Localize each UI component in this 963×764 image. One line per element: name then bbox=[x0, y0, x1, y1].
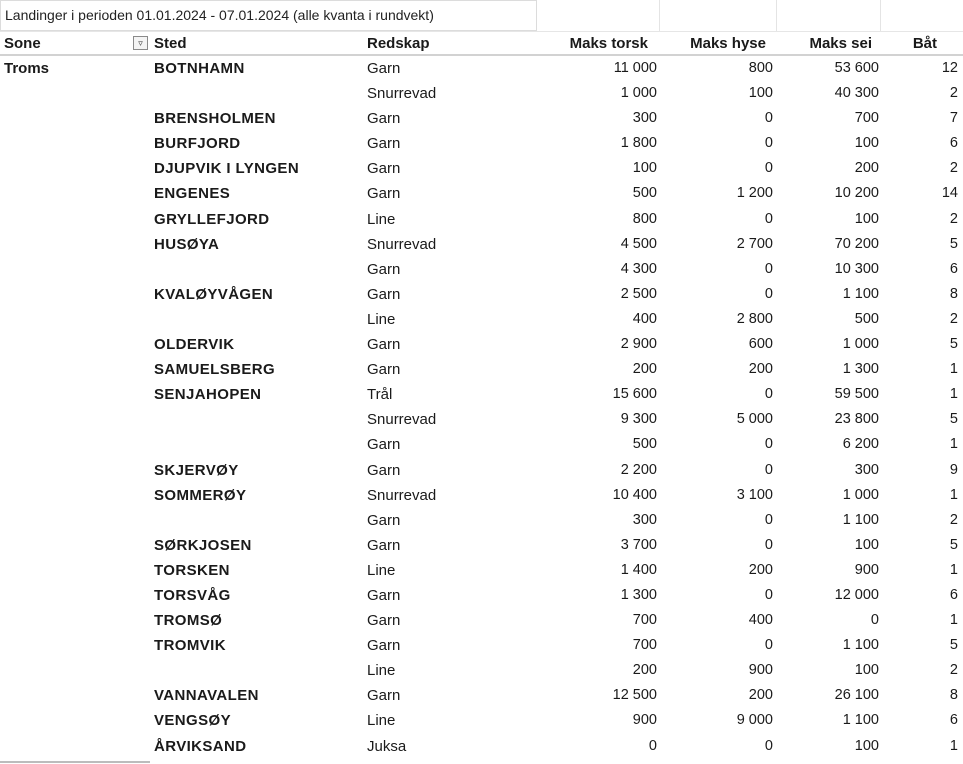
table-row[interactable] bbox=[0, 81, 963, 106]
cell-maks-sei[interactable]: 10 200 bbox=[834, 185, 879, 202]
empty-cell[interactable] bbox=[777, 0, 881, 31]
cell-maks-hyse[interactable]: 200 bbox=[748, 361, 773, 378]
cell-maks-torsk[interactable]: 2 200 bbox=[620, 461, 657, 478]
cell-maks-torsk[interactable]: 700 bbox=[632, 637, 657, 654]
empty-cell[interactable] bbox=[881, 0, 963, 31]
cell-maks-hyse[interactable]: 0 bbox=[764, 737, 773, 754]
cell-maks-torsk[interactable]: 0 bbox=[648, 737, 657, 754]
cell-redskap[interactable]: Garn bbox=[367, 637, 401, 655]
cell-maks-sei[interactable]: 40 300 bbox=[834, 85, 879, 102]
cell-maks-hyse[interactable]: 100 bbox=[748, 85, 773, 102]
cell-maks-hyse[interactable]: 0 bbox=[764, 285, 773, 302]
table-row[interactable] bbox=[0, 558, 963, 583]
cell-maks-torsk[interactable]: 1 800 bbox=[620, 135, 657, 152]
cell-redskap[interactable]: Garn bbox=[367, 260, 401, 278]
cell-redskap[interactable]: Garn bbox=[367, 687, 401, 705]
table-row[interactable] bbox=[0, 432, 963, 457]
cell-redskap[interactable]: Garn bbox=[367, 285, 401, 303]
cell-redskap[interactable]: Juksa bbox=[367, 737, 407, 755]
cell-maks-sei[interactable]: 59 500 bbox=[834, 386, 879, 403]
cell-sted[interactable]: TORSVÅG bbox=[154, 586, 231, 604]
cell-maks-sei[interactable]: 0 bbox=[870, 612, 879, 629]
cell-maks-torsk[interactable]: 2 500 bbox=[620, 285, 657, 302]
cell-maks-hyse[interactable]: 2 800 bbox=[736, 310, 773, 327]
cell-maks-torsk[interactable]: 100 bbox=[632, 160, 657, 177]
cell-bat[interactable]: 2 bbox=[949, 85, 958, 102]
cell-sted[interactable]: TORSKEN bbox=[154, 561, 230, 579]
cell-maks-sei[interactable]: 300 bbox=[854, 461, 879, 478]
cell-maks-torsk[interactable]: 500 bbox=[632, 436, 657, 453]
table-row[interactable] bbox=[0, 583, 963, 608]
table-row[interactable] bbox=[0, 382, 963, 407]
cell-maks-torsk[interactable]: 300 bbox=[632, 110, 657, 127]
cell-bat[interactable]: 2 bbox=[949, 662, 958, 679]
cell-bat[interactable]: 1 bbox=[949, 486, 958, 503]
scrollbar-edge bbox=[0, 761, 150, 763]
table-row[interactable] bbox=[0, 232, 963, 257]
cell-maks-hyse[interactable]: 0 bbox=[764, 135, 773, 152]
cell-maks-hyse[interactable]: 0 bbox=[764, 160, 773, 177]
table-row[interactable] bbox=[0, 181, 963, 206]
cell-maks-sei[interactable]: 6 200 bbox=[842, 436, 879, 453]
column-header-sted[interactable]: Sted bbox=[154, 35, 187, 52]
cell-maks-sei[interactable]: 1 000 bbox=[842, 486, 879, 503]
table-row[interactable] bbox=[0, 533, 963, 558]
cell-maks-hyse[interactable]: 0 bbox=[764, 210, 773, 227]
cell-sted[interactable]: GRYLLEFJORD bbox=[154, 210, 270, 228]
cell-maks-sei[interactable]: 1 100 bbox=[842, 285, 879, 302]
cell-maks-hyse[interactable]: 0 bbox=[764, 536, 773, 553]
column-header-maks-sei[interactable]: Maks sei bbox=[809, 35, 872, 52]
cell-maks-torsk[interactable]: 11 000 bbox=[613, 60, 657, 76]
cell-redskap[interactable]: Snurrevad bbox=[367, 486, 437, 504]
cell-sted[interactable]: SKJERVØY bbox=[154, 461, 239, 479]
cell-maks-hyse[interactable]: 2 700 bbox=[736, 235, 773, 252]
cell-maks-torsk[interactable]: 4 300 bbox=[620, 260, 657, 277]
table-row[interactable] bbox=[0, 282, 963, 307]
cell-sted[interactable]: VENGSØY bbox=[154, 712, 231, 730]
cell-sted[interactable]: TROMSØ bbox=[154, 612, 223, 630]
cell-maks-hyse[interactable]: 0 bbox=[764, 511, 773, 528]
cell-redskap[interactable]: Garn bbox=[367, 135, 401, 153]
cell-bat[interactable]: 2 bbox=[949, 160, 958, 177]
cell-maks-hyse[interactable]: 200 bbox=[748, 687, 773, 704]
column-header-bat[interactable]: Båt bbox=[912, 35, 937, 52]
table-body bbox=[0, 56, 963, 759]
cell-maks-torsk[interactable]: 800 bbox=[632, 210, 657, 227]
cell-bat[interactable]: 1 bbox=[949, 737, 958, 754]
table-row[interactable] bbox=[0, 207, 963, 232]
cell-maks-hyse[interactable]: 9 000 bbox=[736, 712, 773, 729]
table-row[interactable] bbox=[0, 156, 963, 181]
cell-bat[interactable]: 12 bbox=[941, 60, 958, 76]
cell-redskap[interactable]: Garn bbox=[367, 60, 401, 77]
cell-bat[interactable]: 1 bbox=[949, 361, 958, 378]
table-row[interactable] bbox=[0, 257, 963, 282]
cell-redskap[interactable]: Garn bbox=[367, 336, 401, 354]
table-row[interactable] bbox=[0, 131, 963, 156]
cell-maks-sei[interactable]: 200 bbox=[854, 160, 879, 177]
cell-redskap[interactable]: Line bbox=[367, 712, 396, 730]
table-row[interactable] bbox=[0, 734, 963, 759]
cell-maks-torsk[interactable]: 3 700 bbox=[620, 536, 657, 553]
cell-redskap[interactable]: Snurrevad bbox=[367, 235, 437, 253]
cell-redskap[interactable]: Garn bbox=[367, 612, 401, 630]
cell-redskap[interactable]: Line bbox=[367, 310, 396, 328]
cell-maks-sei[interactable]: 700 bbox=[854, 110, 879, 127]
filter-icon[interactable]: ▿ bbox=[133, 36, 148, 50]
cell-maks-torsk[interactable]: 200 bbox=[632, 361, 657, 378]
cell-maks-sei[interactable]: 1 100 bbox=[842, 511, 879, 528]
cell-sted[interactable]: SOMMERØY bbox=[154, 486, 247, 504]
cell-maks-torsk[interactable]: 12 500 bbox=[612, 687, 657, 704]
cell-maks-sei[interactable]: 70 200 bbox=[834, 235, 879, 252]
cell-maks-hyse[interactable]: 200 bbox=[748, 561, 773, 578]
table-row[interactable] bbox=[0, 608, 963, 633]
cell-bat[interactable]: 5 bbox=[949, 336, 958, 353]
cell-redskap[interactable]: Garn bbox=[367, 461, 401, 479]
cell-redskap[interactable]: Garn bbox=[367, 436, 401, 454]
cell-bat[interactable]: 2 bbox=[949, 511, 958, 528]
table-row[interactable] bbox=[0, 683, 963, 708]
table-row[interactable] bbox=[0, 708, 963, 733]
cell-maks-sei[interactable]: 23 800 bbox=[834, 411, 879, 428]
cell-sted[interactable]: BOTNHAMN bbox=[154, 60, 245, 77]
cell-redskap[interactable]: Garn bbox=[367, 160, 401, 178]
cell-maks-sei[interactable]: 26 100 bbox=[834, 687, 879, 704]
cell-maks-sei[interactable]: 10 300 bbox=[834, 260, 879, 277]
cell-maks-torsk[interactable]: 15 600 bbox=[612, 386, 657, 403]
cell-maks-torsk[interactable]: 900 bbox=[632, 712, 657, 729]
cell-maks-sei[interactable]: 100 bbox=[854, 536, 879, 553]
cell-maks-hyse[interactable]: 0 bbox=[764, 110, 773, 127]
empty-cell[interactable] bbox=[660, 0, 777, 31]
empty-cell[interactable] bbox=[537, 0, 660, 31]
cell-maks-torsk[interactable]: 1 000 bbox=[620, 85, 657, 102]
title-row bbox=[0, 0, 963, 32]
cell-maks-sei[interactable]: 12 000 bbox=[834, 586, 879, 603]
cell-maks-torsk[interactable]: 9 300 bbox=[620, 411, 657, 428]
cell-sted[interactable]: BURFJORD bbox=[154, 135, 241, 153]
table-row[interactable] bbox=[0, 357, 963, 382]
cell-redskap[interactable]: Garn bbox=[367, 511, 401, 529]
cell-maks-sei[interactable]: 100 bbox=[854, 210, 879, 227]
cell-sted[interactable]: ÅRVIKSAND bbox=[154, 737, 247, 755]
cell-bat[interactable]: 7 bbox=[949, 110, 958, 127]
cell-maks-sei[interactable]: 900 bbox=[854, 561, 879, 578]
cell-maks-hyse[interactable]: 3 100 bbox=[736, 486, 773, 503]
cell-maks-sei[interactable]: 1 100 bbox=[842, 712, 879, 729]
cell-sted[interactable]: OLDERVIK bbox=[154, 336, 235, 354]
cell-sted[interactable]: BRENSHOLMEN bbox=[154, 110, 276, 128]
cell-maks-sei[interactable]: 1 000 bbox=[842, 336, 879, 353]
cell-sted[interactable]: KVALØYVÅGEN bbox=[154, 285, 274, 303]
cell-maks-hyse[interactable]: 0 bbox=[764, 461, 773, 478]
table-row[interactable] bbox=[0, 458, 963, 483]
table-row[interactable] bbox=[0, 332, 963, 357]
cell-maks-torsk[interactable]: 500 bbox=[632, 185, 657, 202]
cell-maks-sei[interactable]: 100 bbox=[854, 662, 879, 679]
cell-maks-hyse[interactable]: 0 bbox=[764, 260, 773, 277]
table-row[interactable] bbox=[0, 508, 963, 533]
cell-maks-hyse[interactable]: 600 bbox=[748, 336, 773, 353]
cell-maks-hyse[interactable]: 800 bbox=[748, 60, 773, 76]
cell-maks-hyse[interactable]: 900 bbox=[748, 662, 773, 679]
cell-redskap[interactable]: Line bbox=[367, 561, 396, 579]
cell-maks-sei[interactable]: 100 bbox=[854, 135, 879, 152]
cell-redskap[interactable]: Trål bbox=[367, 386, 393, 404]
cell-redskap[interactable]: Garn bbox=[367, 586, 401, 604]
cell-maks-torsk[interactable]: 1 300 bbox=[620, 586, 657, 603]
cell-sted[interactable]: SENJAHOPEN bbox=[154, 386, 262, 404]
table-header bbox=[0, 32, 963, 56]
table-row[interactable] bbox=[0, 106, 963, 131]
table-row[interactable] bbox=[0, 307, 963, 332]
cell-maks-hyse[interactable]: 0 bbox=[764, 637, 773, 654]
column-header-sone[interactable]: Sone bbox=[4, 35, 41, 52]
cell-redskap[interactable]: Snurrevad bbox=[367, 411, 437, 429]
cell-bat[interactable]: 6 bbox=[949, 135, 958, 152]
table-row[interactable] bbox=[0, 483, 963, 508]
cell-redskap[interactable]: Line bbox=[367, 662, 396, 680]
cell-redskap[interactable]: Garn bbox=[367, 536, 401, 554]
cell-bat[interactable]: 9 bbox=[949, 461, 958, 478]
table-row[interactable] bbox=[0, 56, 963, 81]
cell-bat[interactable]: 1 bbox=[949, 561, 958, 578]
cell-maks-hyse[interactable]: 0 bbox=[764, 436, 773, 453]
cell-redskap[interactable]: Garn bbox=[367, 361, 401, 379]
cell-maks-torsk[interactable]: 2 900 bbox=[620, 336, 657, 353]
cell-redskap[interactable]: Line bbox=[367, 210, 396, 228]
table-row[interactable] bbox=[0, 407, 963, 432]
column-header-maks-hyse[interactable]: Maks hyse bbox=[690, 35, 766, 52]
cell-maks-hyse[interactable]: 0 bbox=[764, 386, 773, 403]
cell-bat[interactable]: 5 bbox=[949, 536, 958, 553]
cell-bat[interactable]: 5 bbox=[949, 637, 958, 654]
cell-sted[interactable]: SAMUELSBERG bbox=[154, 361, 276, 379]
cell-maks-torsk[interactable]: 4 500 bbox=[620, 235, 657, 252]
cell-bat[interactable]: 5 bbox=[949, 235, 958, 252]
cell-maks-sei[interactable]: 100 bbox=[854, 737, 879, 754]
cell-redskap[interactable]: Snurrevad bbox=[367, 85, 437, 103]
cell-bat[interactable]: 1 bbox=[949, 436, 958, 453]
cell-sted[interactable]: ENGENES bbox=[154, 185, 231, 203]
cell-bat[interactable]: 1 bbox=[949, 386, 958, 403]
table-row[interactable] bbox=[0, 633, 963, 658]
cell-bat[interactable]: 6 bbox=[949, 586, 958, 603]
cell-maks-hyse[interactable]: 5 000 bbox=[736, 411, 773, 428]
cell-maks-hyse[interactable]: 1 200 bbox=[736, 185, 773, 202]
column-header-maks-torsk[interactable]: Maks torsk bbox=[569, 35, 648, 52]
table-row[interactable] bbox=[0, 658, 963, 683]
cell-bat[interactable]: 5 bbox=[949, 411, 958, 428]
cell-maks-sei[interactable]: 53 600 bbox=[834, 60, 879, 76]
cell-redskap[interactable]: Garn bbox=[367, 185, 401, 203]
cell-maks-torsk[interactable]: 700 bbox=[632, 612, 657, 629]
cell-bat[interactable]: 8 bbox=[949, 687, 958, 704]
cell-maks-torsk[interactable]: 400 bbox=[632, 310, 657, 327]
cell-maks-torsk[interactable]: 200 bbox=[632, 662, 657, 679]
cell-maks-sei[interactable]: 500 bbox=[854, 310, 879, 327]
report-title[interactable]: Landinger i perioden 01.01.2024 - 07.01.2024 (alle kvanta i rundvekt) bbox=[0, 0, 537, 31]
cell-sted[interactable]: TROMVIK bbox=[154, 637, 226, 655]
cell-redskap[interactable]: Garn bbox=[367, 110, 401, 128]
cell-bat[interactable]: 1 bbox=[949, 612, 958, 629]
cell-sted[interactable]: DJUPVIK I LYNGEN bbox=[154, 160, 300, 178]
cell-bat[interactable]: 6 bbox=[949, 260, 958, 277]
cell-maks-hyse[interactable]: 400 bbox=[748, 612, 773, 629]
cell-maks-sei[interactable]: 1 100 bbox=[842, 637, 879, 654]
cell-bat[interactable]: 14 bbox=[941, 185, 958, 202]
cell-maks-torsk[interactable]: 10 400 bbox=[612, 486, 657, 503]
cell-sted[interactable]: HUSØYA bbox=[154, 235, 220, 253]
cell-maks-hyse[interactable]: 0 bbox=[764, 586, 773, 603]
cell-bat[interactable]: 6 bbox=[949, 712, 958, 729]
cell-sone[interactable]: Troms bbox=[4, 60, 50, 77]
column-header-redskap[interactable]: Redskap bbox=[367, 35, 430, 52]
cell-maks-sei[interactable]: 1 300 bbox=[842, 361, 879, 378]
cell-sted[interactable]: VANNAVALEN bbox=[154, 687, 259, 705]
cell-maks-torsk[interactable]: 1 400 bbox=[620, 561, 657, 578]
cell-bat[interactable]: 2 bbox=[949, 310, 958, 327]
cell-bat[interactable]: 8 bbox=[949, 285, 958, 302]
cell-sted[interactable]: SØRKJOSEN bbox=[154, 536, 252, 554]
cell-maks-torsk[interactable]: 300 bbox=[632, 511, 657, 528]
cell-bat[interactable]: 2 bbox=[949, 210, 958, 227]
